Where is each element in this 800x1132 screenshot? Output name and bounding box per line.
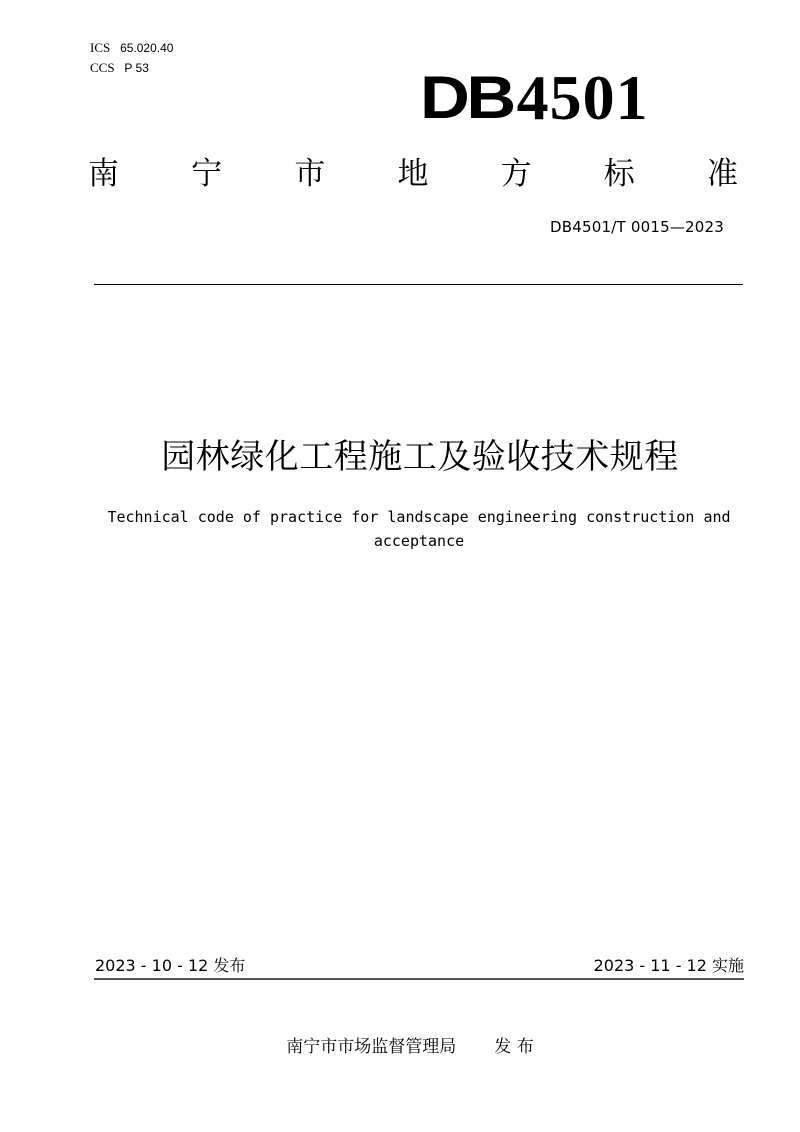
standard-type-char: 方 (500, 156, 532, 192)
standard-type-char: 标 (603, 156, 635, 192)
bottom-divider (94, 978, 744, 980)
document-title-english: Technical code of practice for landscape engineering construction and acceptance (107, 508, 731, 550)
ccs-value: P 53 (124, 61, 149, 75)
ics-line (90, 38, 173, 58)
ccs-label: CCS (90, 60, 115, 75)
classification-codes (90, 38, 173, 78)
standard-mark-number: 4501 (516, 62, 649, 133)
standard-type-char: 市 (294, 156, 326, 192)
implementation-date: 2023 - 11 - 12 实施 (593, 956, 744, 975)
standard-mark (420, 62, 649, 133)
top-divider (94, 284, 743, 285)
standard-type-char: 南 (88, 156, 119, 192)
standard-mark-letters: DB (420, 64, 513, 131)
standard-type-char: 准 (706, 156, 738, 192)
standard-type-char: 宁 (191, 156, 223, 192)
publisher-line (0, 1035, 800, 1059)
standard-type-heading (88, 152, 738, 196)
standard-type-char: 地 (397, 156, 429, 192)
publisher-action: 发 布 (494, 1037, 534, 1057)
publisher-name: 南宁市市场监督管理局 (286, 1037, 457, 1057)
standard-code: DB4501/T 0015—2023 (550, 218, 724, 236)
document-title-chinese: 园林绿化工程施工及验收技术规程 (161, 437, 679, 477)
ics-value: 65.020.40 (120, 41, 174, 55)
issue-date: 2023 - 10 - 12 发布 (95, 956, 246, 975)
ccs-line (90, 58, 173, 78)
ics-label: ICS (90, 40, 111, 55)
